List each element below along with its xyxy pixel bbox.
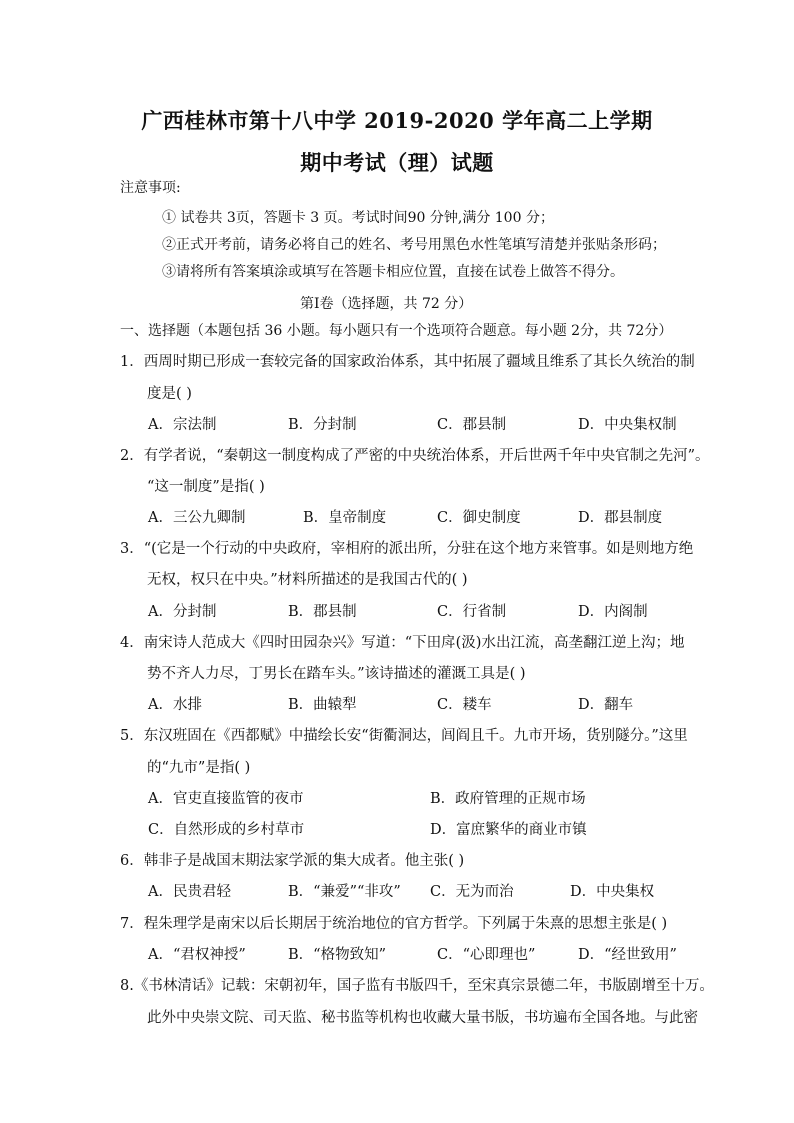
option-d: D．中央集权: [570, 884, 655, 900]
note-item: ③请将所有答案填涂或填写在答题卡相应位置，直接在试卷上做答不得分。: [162, 264, 624, 280]
option-d: D．“经世致用”: [578, 947, 677, 963]
option-a: A．“君权神授”: [148, 947, 246, 963]
option-b: B．“兼爱”“非攻”: [288, 884, 401, 900]
option-b: B．分封制: [288, 417, 357, 433]
option-a: A．官吏直接监管的夜市: [148, 791, 304, 807]
question-text: 此外中央崇文院、司天监、秘书监等机构也收藏大量书版，书坊遍布全国各地。与此密: [147, 1010, 698, 1026]
option-c: C．御史制度: [437, 510, 521, 526]
option-c: C．“心即理也”: [437, 947, 536, 963]
question-text: 8.《书林清话》记载：宋朝初年，国子监有书版四千，至宋真宗景德二年，书版剧增至十万。: [120, 978, 714, 994]
option-c: C．无为而治: [430, 884, 514, 900]
option-d: D．中央集权制: [578, 417, 677, 433]
option-b: B．曲辕犁: [288, 697, 357, 713]
option-d: D．富庶繁华的商业市镇: [430, 822, 587, 838]
option-d: D．翻车: [578, 697, 634, 713]
option-a: A．分封制: [148, 604, 217, 620]
option-a: A．水排: [148, 697, 202, 713]
question-text: 4．南宋诗人范成大《四时田园杂兴》写道：“下田戽(汲)水出江流，高垄翻江逆上沟；地: [120, 635, 685, 651]
notes-heading: 注意事项:: [120, 180, 181, 196]
exam-subtitle: 期中考试（理）试题: [300, 150, 494, 175]
exam-title: 广西桂林市第十八中学 2019-2020 学年高二上学期: [141, 108, 653, 133]
question-text: 6．韩非子是战国末期法家学派的集大成者。他主张( ): [120, 853, 465, 869]
option-c: C．耧车: [437, 697, 492, 713]
section-title: 第Ⅰ卷（选择题，共 72 分）: [300, 296, 473, 312]
question-text: 无权，权只在中央。”材料所描述的是我国古代的( ): [147, 572, 468, 588]
question-text: 1．西周时期已形成一套较完备的国家政治体系，其中拓展了疆域且维系了其长久统治的制: [120, 354, 695, 370]
option-d: D．内阁制: [578, 604, 648, 620]
option-c: C．郡县制: [437, 417, 507, 433]
option-a: A．三公九卿制: [148, 510, 246, 526]
option-c: C．自然形成的乡村草市: [148, 822, 305, 838]
section-instruction: 一、选择题（本题包括 36 小题。每小题只有一个选项符合题意。每小题 2分，共 72分）: [120, 323, 673, 339]
option-b: B．皇帝制度: [303, 510, 387, 526]
option-b: B．政府管理的正规市场: [430, 791, 586, 807]
option-a: A．宗法制: [148, 417, 217, 433]
option-a: A．民贵君轻: [148, 884, 231, 900]
note-item: ① 试卷共 3页，答题卡 3 页。考试时间90 分钟,满分 100 分；: [162, 210, 554, 226]
question-text: 7．程朱理学是南宋以后长期居于统治地位的官方哲学。下列属于朱熹的思想主张是( ): [120, 916, 668, 932]
question-text: 度是( ): [147, 386, 192, 402]
question-text: 5．东汉班固在《西都赋》中描绘长安“街衢洞达，闾阎且千。九市开场，货别隧分。”这里: [120, 728, 688, 744]
option-c: C．行省制: [437, 604, 507, 620]
question-text: 2．有学者说，“秦朝这一制度构成了严密的中央统治体系，开后世两千年中央官制之先河”。: [120, 448, 710, 464]
option-b: B．郡县制: [288, 604, 357, 620]
question-text: 3．“(它是一个行动的中央政府，宰相府的派出所，分驻在这个地方来管事。如是则地方绝: [120, 541, 694, 557]
question-text: 势不齐人力尽，丁男长在踏车头。”该诗描述的灌溉工具是( ): [147, 666, 526, 682]
question-text: “这一制度”是指( ): [147, 479, 265, 495]
option-b: B．“格物致知”: [288, 947, 386, 963]
note-item: ②正式开考前，请务必将自己的姓名、考号用黑色水性笔填写清楚并张贴条形码；: [162, 237, 666, 253]
question-text: 的“九市”是指( ): [147, 760, 251, 776]
option-d: D．郡县制度: [578, 510, 663, 526]
